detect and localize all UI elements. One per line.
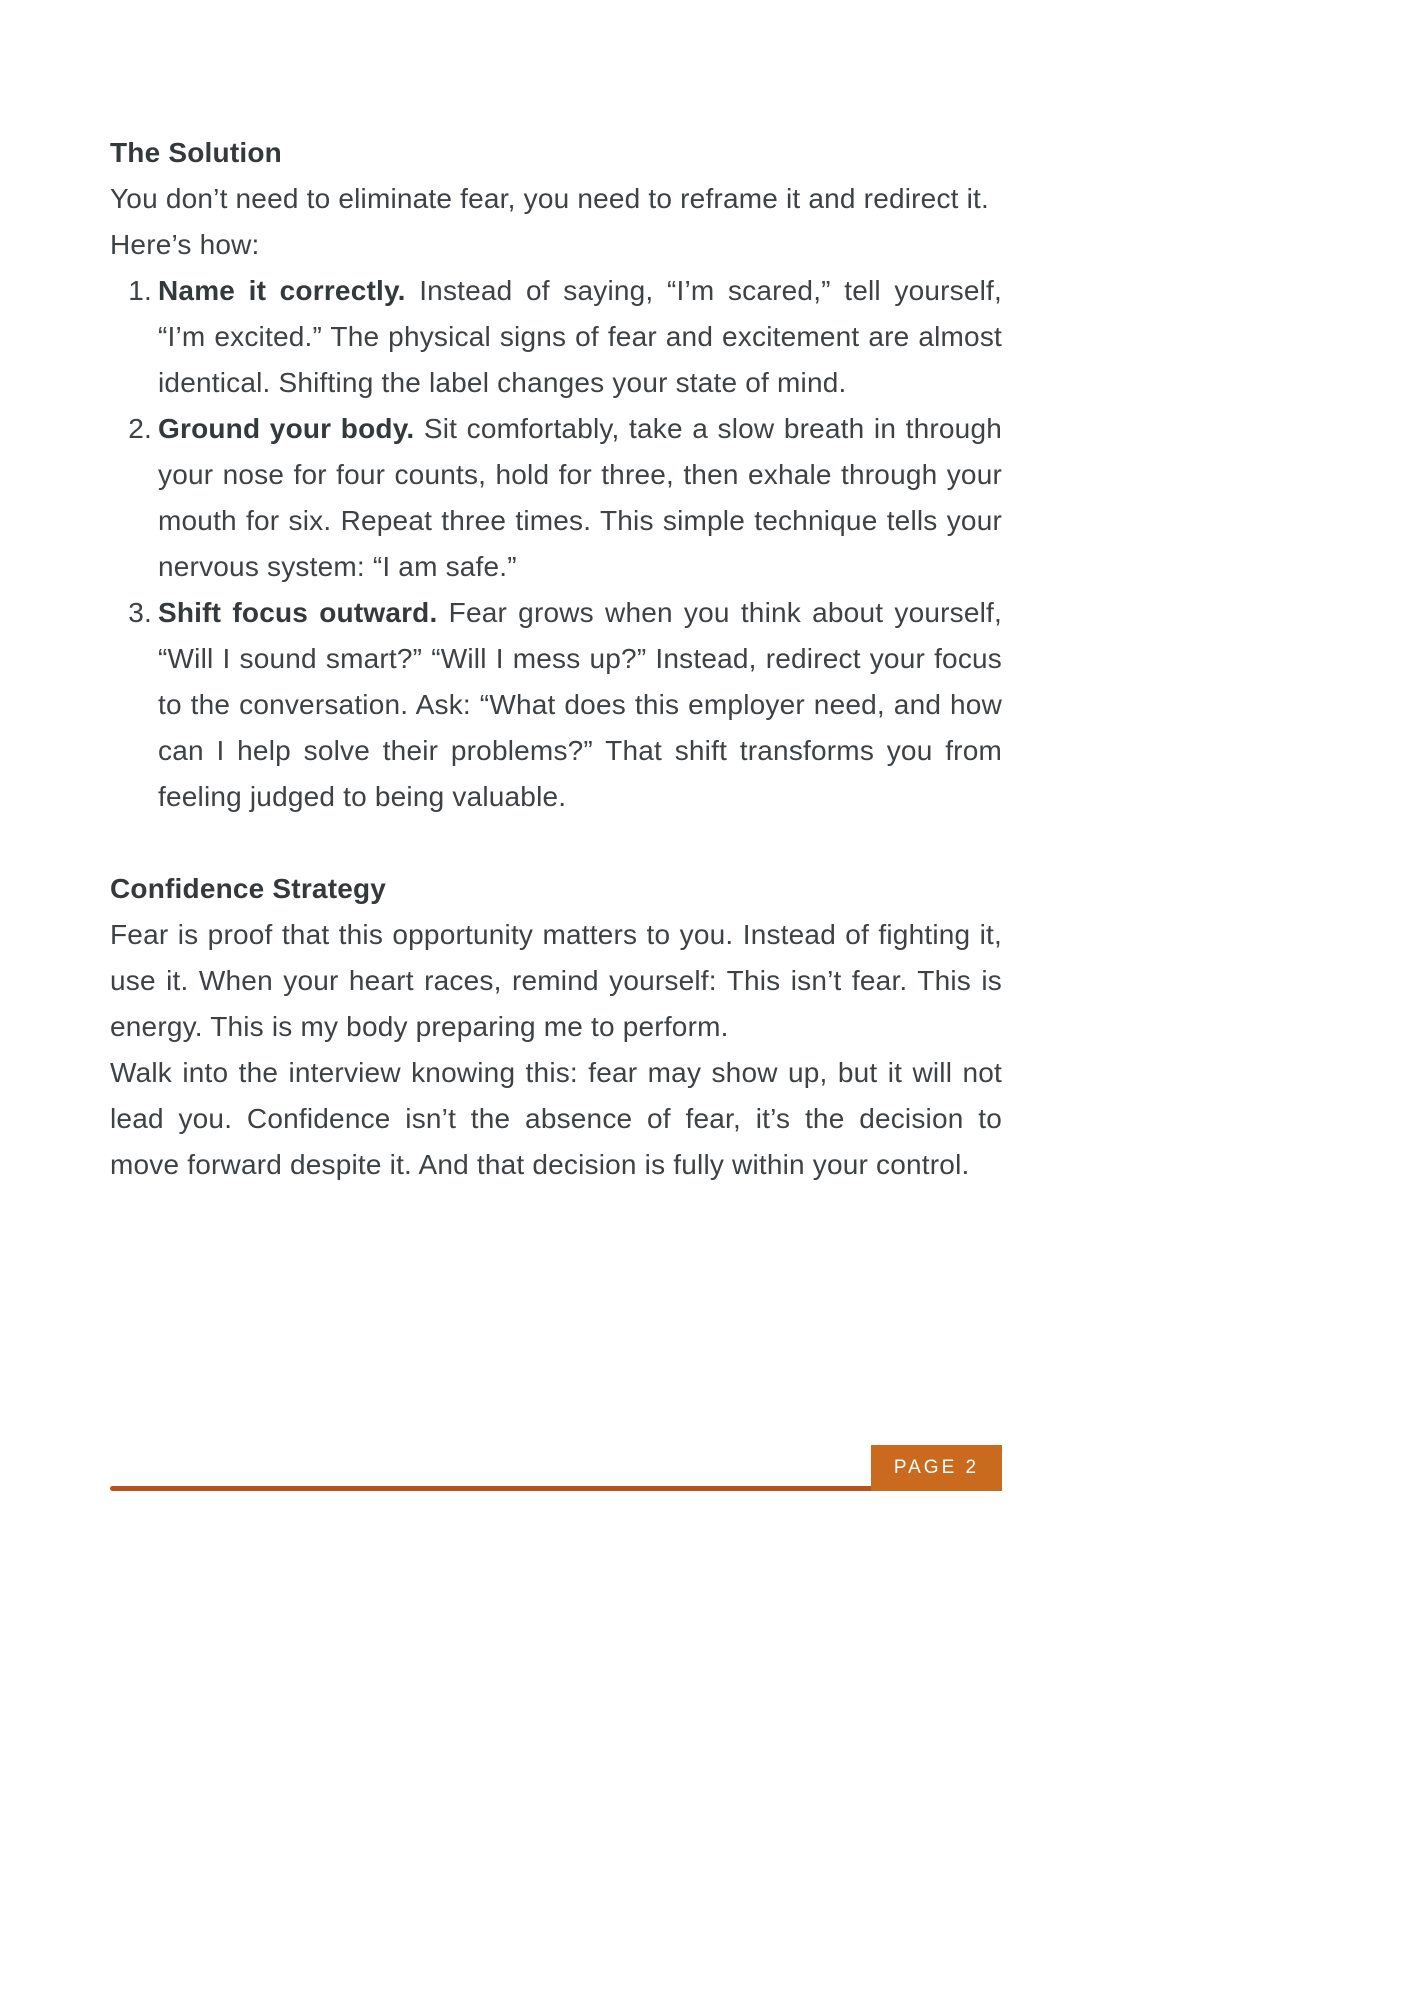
step-title: Ground your body. [158, 413, 415, 444]
page-content [110, 130, 1002, 1188]
paragraph-solution-intro: You don’t need to eliminate fear, you need to reframe it and redirect it. [110, 183, 989, 214]
step-body [158, 268, 1002, 406]
paragraph-confidence-2: Walk into the interview knowing this: fear may show up, but it will not lead you. Confidence isn’t the absence of fear, it’s the decision to move forward despite it. And that decision is fully within your control. [110, 1057, 1002, 1180]
list-item-1 [110, 268, 1002, 406]
step-text: Sit comfortably, take a slow breath in through your nose for four counts, hold for three, then exhale through your mouth for six. Repeat three times. This simple technique tells your nervous system: “I am safe.” [158, 413, 1002, 582]
section-heading-solution: The Solution [110, 137, 282, 168]
list-marker: 2. [128, 413, 152, 444]
section-heading-confidence: Confidence Strategy [110, 873, 387, 904]
steps-list [110, 268, 1002, 820]
step-title: Shift focus outward. [158, 597, 438, 628]
step-title: Name it correctly. [158, 275, 406, 306]
step-text: Fear grows when you think about yourself, “Will I sound smart?” “Will I mess up?” Instead, redirect your focus to the conversation. Ask: “What does this employer need, and how can I help solve their problems?” That shift transforms you from feeling judged to being valuable. [158, 597, 1002, 812]
step-body [158, 590, 1002, 820]
paragraph-confidence-1: Fear is proof that this opportunity matters to you. Instead of fighting it, use it. When your heart races, remind yourself: This isn’t fear. This is energy. This is my body preparing me to perform. [110, 919, 1002, 1042]
step-body [158, 406, 1002, 590]
list-marker: 1. [128, 275, 152, 306]
list-marker: 3. [128, 597, 152, 628]
list-item-3 [110, 590, 1002, 820]
paragraph-lead-in: Here’s how: [110, 229, 260, 260]
list-item-2 [110, 406, 1002, 590]
page-footer [110, 1445, 1002, 1491]
page-number-badge [871, 1445, 1002, 1491]
footer-rule [110, 1486, 1002, 1491]
step-text: Instead of saying, “I’m scared,” tell yourself, “I’m excited.” The physical signs of fear and excitement are almost identical. Shifting the label changes your state of mind. [158, 275, 1002, 398]
page-number-label: PAGE 2 [893, 1457, 980, 1478]
